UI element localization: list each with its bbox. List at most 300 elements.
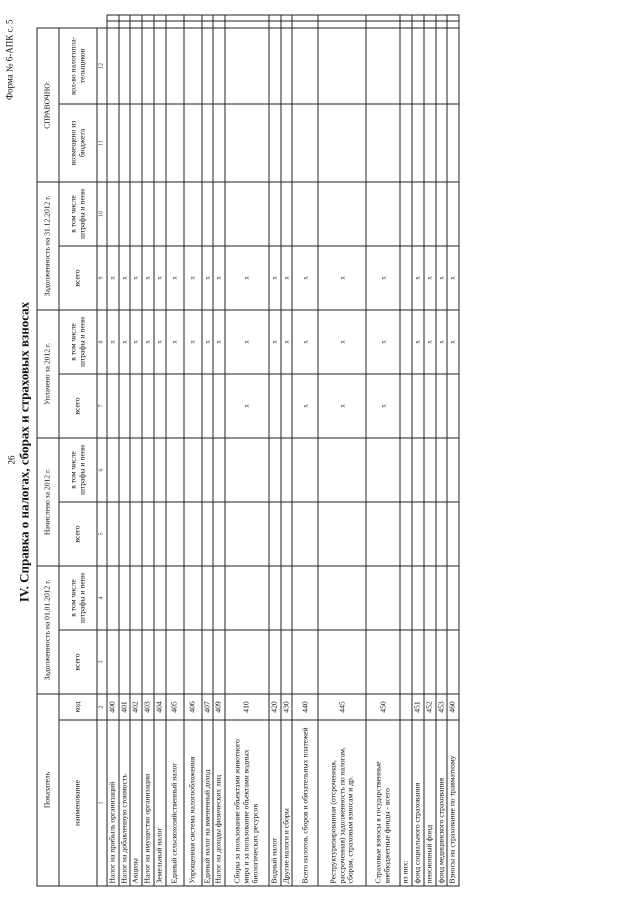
table-cell	[183, 502, 201, 566]
table-row	[435, 15, 447, 886]
table-cell	[118, 104, 130, 182]
table-cell	[213, 438, 225, 502]
table-cell	[165, 630, 183, 694]
table-cell	[435, 182, 447, 246]
row-name: Сборы за пользование объектами животного мира и за пользование объектами водных биологических ресурсов	[225, 720, 269, 886]
table-cell	[153, 566, 165, 630]
row-code: 445	[318, 694, 366, 720]
table-cell	[130, 104, 142, 182]
table-cell	[213, 104, 225, 182]
table-cell	[142, 566, 154, 630]
table-cell	[153, 438, 165, 502]
table-cell: x	[318, 374, 366, 438]
table-cell	[165, 438, 183, 502]
row-name: Единый налог на вмененный доход	[201, 720, 213, 886]
table-cell: x	[292, 374, 318, 438]
table-cell	[400, 566, 412, 630]
table-cell	[153, 502, 165, 566]
table-cell	[447, 28, 459, 104]
table-cell	[183, 21, 201, 27]
row-name: Налог на добавленную стоимость	[118, 720, 130, 886]
row-code: 440	[292, 694, 318, 720]
row-name: Другие налоги и сборы	[280, 720, 292, 886]
table-cell	[318, 104, 366, 182]
table-cell: x	[165, 246, 183, 310]
table-cell	[213, 182, 225, 246]
table-cell	[400, 438, 412, 502]
table-cell	[213, 502, 225, 566]
table-cell	[213, 630, 225, 694]
table-cell	[142, 630, 154, 694]
row-code: 405	[165, 694, 183, 720]
row-code: 453	[435, 694, 447, 720]
table-cell	[142, 438, 154, 502]
table-cell	[447, 374, 459, 438]
table-cell	[412, 630, 424, 694]
table-cell: x	[107, 310, 119, 374]
column-number: 1	[97, 720, 107, 886]
table-cell	[292, 566, 318, 630]
table-cell	[318, 15, 366, 21]
table-cell: x	[447, 310, 459, 374]
table-cell	[366, 28, 400, 104]
header-debt-start: Задолженность на 01.01.2012 г.	[37, 566, 59, 694]
table-cell	[130, 374, 142, 438]
table-cell	[280, 104, 292, 182]
row-code: 420	[269, 694, 281, 720]
table-cell	[213, 566, 225, 630]
row-code: 409	[213, 694, 225, 720]
table-row	[269, 15, 281, 886]
table-cell: x	[201, 246, 213, 310]
row-code: 451	[412, 694, 424, 720]
table-cell: x	[213, 310, 225, 374]
table-cell	[201, 374, 213, 438]
table-cell	[165, 502, 183, 566]
table-cell	[280, 438, 292, 502]
header-paid: Уплачено за 2012 г.	[37, 310, 59, 438]
header-incl-fines: в том числе штрафы и пени	[59, 566, 97, 630]
table-cell	[366, 566, 400, 630]
table-cell	[107, 438, 119, 502]
column-number: 10	[97, 182, 107, 246]
table-cell	[447, 502, 459, 566]
table-row	[292, 15, 318, 886]
table-cell: x	[412, 310, 424, 374]
table-cell	[269, 630, 281, 694]
table-cell	[118, 630, 130, 694]
table-cell: x	[225, 246, 269, 310]
table-cell	[400, 21, 412, 27]
table-cell	[225, 182, 269, 246]
table-cell	[412, 28, 424, 104]
table-cell: x	[423, 246, 435, 310]
table-cell: x	[366, 246, 400, 310]
table-cell	[153, 182, 165, 246]
row-name: из них:	[400, 720, 412, 886]
table-cell	[292, 182, 318, 246]
table-cell	[269, 566, 281, 630]
table-cell	[447, 21, 459, 27]
table-row	[280, 15, 292, 886]
table-cell	[118, 15, 130, 21]
header-total: всего	[59, 374, 97, 438]
table-row	[142, 15, 154, 886]
page-number: 26	[6, 455, 16, 465]
table-cell	[280, 21, 292, 27]
table-cell	[447, 630, 459, 694]
table-cell	[183, 104, 201, 182]
table-cell	[165, 15, 183, 21]
column-number: 2	[97, 694, 107, 720]
table-cell	[423, 21, 435, 27]
table-cell	[292, 438, 318, 502]
row-name: Единый сельскохозяйственный налог	[165, 720, 183, 886]
table-cell: x	[225, 374, 269, 438]
row-name: Взносы на страхование по травматизму	[447, 720, 459, 886]
row-code: 400	[107, 694, 119, 720]
table-cell	[269, 104, 281, 182]
table-cell	[183, 438, 201, 502]
table-cell	[142, 182, 154, 246]
table-cell: x	[130, 310, 142, 374]
table-row	[130, 15, 142, 886]
table-cell: x	[183, 246, 201, 310]
table-cell	[130, 438, 142, 502]
row-code: 404	[153, 694, 165, 720]
table-cell	[280, 630, 292, 694]
table-cell	[400, 630, 412, 694]
table-cell	[107, 374, 119, 438]
table-cell	[118, 502, 130, 566]
header-total: всего	[59, 246, 97, 310]
table-row	[118, 15, 130, 886]
row-name: фонд медицинского страхования	[435, 720, 447, 886]
table-cell	[435, 28, 447, 104]
table-cell	[201, 438, 213, 502]
row-code: 452	[423, 694, 435, 720]
table-cell	[153, 104, 165, 182]
table-cell	[435, 566, 447, 630]
table-cell	[153, 28, 165, 104]
table-row	[400, 15, 412, 886]
header-name: наименование	[59, 720, 97, 886]
row-name: Земельный налог	[153, 720, 165, 886]
table-row	[412, 15, 424, 886]
table-cell: x	[366, 374, 400, 438]
table-cell	[400, 15, 412, 21]
table-cell	[153, 21, 165, 27]
row-name: фонд социального страхования	[412, 720, 424, 886]
table-cell	[412, 15, 424, 21]
table-row	[213, 15, 225, 886]
table-cell	[201, 15, 213, 21]
table-cell	[423, 182, 435, 246]
table-cell	[435, 21, 447, 27]
table-cell	[142, 28, 154, 104]
table-cell	[201, 104, 213, 182]
column-number: 3	[97, 630, 107, 694]
table-row	[107, 15, 119, 886]
table-cell	[165, 374, 183, 438]
table-cell	[280, 15, 292, 21]
table-cell	[142, 104, 154, 182]
header-code: код	[59, 694, 97, 720]
table-cell: x	[225, 310, 269, 374]
table-cell	[366, 502, 400, 566]
table-cell	[447, 15, 459, 21]
table-cell	[318, 502, 366, 566]
table-cell: x	[423, 310, 435, 374]
row-name: Налог на доходы физических лиц	[213, 720, 225, 886]
table-cell	[183, 630, 201, 694]
table-cell	[183, 374, 201, 438]
tax-table	[36, 15, 459, 887]
table-cell	[400, 310, 412, 374]
table-cell	[447, 104, 459, 182]
table-cell	[423, 566, 435, 630]
table-cell	[213, 374, 225, 438]
table-cell	[292, 21, 318, 27]
table-cell	[213, 15, 225, 21]
table-cell	[225, 21, 269, 27]
table-cell	[118, 28, 130, 104]
column-number: 8	[97, 310, 107, 374]
table-cell: x	[280, 246, 292, 310]
table-row	[366, 15, 400, 886]
table-cell	[269, 21, 281, 27]
header-total: всего	[59, 630, 97, 694]
table-cell	[400, 374, 412, 438]
table-cell	[366, 438, 400, 502]
table-cell	[225, 438, 269, 502]
header-accrued: Начислено за 2012 г.	[37, 438, 59, 566]
table-row	[201, 15, 213, 886]
table-cell	[183, 28, 201, 104]
table-cell	[292, 15, 318, 21]
table-row	[153, 15, 165, 886]
row-code: 403	[142, 694, 154, 720]
table-cell	[165, 21, 183, 27]
table-cell	[165, 28, 183, 104]
row-code: 407	[201, 694, 213, 720]
table-cell	[107, 28, 119, 104]
table-cell	[435, 374, 447, 438]
table-cell: x	[447, 246, 459, 310]
table-cell	[435, 502, 447, 566]
table-cell: x	[153, 246, 165, 310]
table-cell: x	[280, 310, 292, 374]
table-cell	[130, 28, 142, 104]
table-cell	[423, 374, 435, 438]
table-cell	[201, 28, 213, 104]
table-cell	[201, 566, 213, 630]
table-cell	[130, 182, 142, 246]
table-cell	[412, 104, 424, 182]
table-cell	[400, 502, 412, 566]
row-name: Акцизы	[130, 720, 142, 886]
table-cell	[423, 104, 435, 182]
table-cell	[423, 15, 435, 21]
table-cell	[292, 502, 318, 566]
table-cell	[435, 630, 447, 694]
table-cell	[183, 566, 201, 630]
table-cell	[366, 104, 400, 182]
table-cell	[269, 28, 281, 104]
table-cell	[366, 15, 400, 21]
table-cell	[225, 502, 269, 566]
table-cell: x	[153, 310, 165, 374]
table-cell	[130, 502, 142, 566]
table-cell	[318, 182, 366, 246]
table-cell	[165, 182, 183, 246]
table-cell	[423, 502, 435, 566]
table-cell: x	[292, 246, 318, 310]
table-cell	[225, 630, 269, 694]
table-cell	[280, 374, 292, 438]
table-cell	[366, 21, 400, 27]
header-refund: возмещено из бюджета	[59, 104, 97, 182]
header-indicator: Показатель	[37, 694, 59, 886]
table-cell: x	[318, 246, 366, 310]
table-cell	[130, 630, 142, 694]
row-code: 402	[130, 694, 142, 720]
table-cell: x	[269, 246, 281, 310]
table-cell	[107, 502, 119, 566]
table-cell	[107, 104, 119, 182]
table-cell: x	[435, 246, 447, 310]
table-cell	[412, 566, 424, 630]
row-code: 401	[118, 694, 130, 720]
table-cell: x	[183, 310, 201, 374]
table-cell	[107, 21, 119, 27]
table-cell	[269, 438, 281, 502]
table-cell	[213, 28, 225, 104]
row-name: Налог на имущество организации	[142, 720, 154, 886]
column-number: 6	[97, 438, 107, 502]
table-cell	[318, 28, 366, 104]
table-cell: x	[118, 310, 130, 374]
table-body	[107, 15, 459, 886]
form-reference: Форма № 6-АПК с. 5	[4, 19, 14, 100]
table-row	[423, 15, 435, 886]
table-cell: x	[213, 246, 225, 310]
table-cell	[400, 28, 412, 104]
row-name: Налог на прибыль организаций	[107, 720, 119, 886]
table-cell	[447, 182, 459, 246]
column-number: 5	[97, 502, 107, 566]
table-cell	[366, 630, 400, 694]
header-incl-fines: в том числе штрафы и пени	[59, 310, 97, 374]
table-cell	[153, 15, 165, 21]
table-cell: x	[201, 310, 213, 374]
header-incl-fines: в том числе штрафы и пени	[59, 438, 97, 502]
table-cell	[292, 104, 318, 182]
table-cell	[183, 182, 201, 246]
table-cell	[183, 15, 201, 21]
table-cell	[107, 566, 119, 630]
table-cell	[165, 104, 183, 182]
table-cell	[142, 502, 154, 566]
row-name: Водный налог	[269, 720, 281, 886]
table-cell: x	[269, 310, 281, 374]
table-cell	[412, 374, 424, 438]
table-cell: x	[435, 310, 447, 374]
header-total: всего	[59, 502, 97, 566]
table-row	[318, 15, 366, 886]
table-cell: x	[165, 310, 183, 374]
table-cell	[412, 182, 424, 246]
header-debt-end: Задолженность на 31.12.2012 г.	[37, 182, 59, 310]
table-cell	[318, 630, 366, 694]
table-cell	[423, 438, 435, 502]
table-cell	[280, 28, 292, 104]
table-cell	[400, 104, 412, 182]
table-cell	[130, 15, 142, 21]
table-cell	[412, 502, 424, 566]
column-number: 4	[97, 566, 107, 630]
table-cell	[225, 28, 269, 104]
table-cell	[142, 21, 154, 27]
table-cell: x	[318, 310, 366, 374]
table-cell	[153, 630, 165, 694]
table-cell	[118, 438, 130, 502]
table-cell	[366, 182, 400, 246]
table-cell	[165, 566, 183, 630]
table-cell	[201, 182, 213, 246]
table-cell	[423, 28, 435, 104]
table-cell	[435, 104, 447, 182]
row-code: 410	[225, 694, 269, 720]
table-cell	[280, 502, 292, 566]
column-number: 9	[97, 246, 107, 310]
table-cell: x	[130, 246, 142, 310]
row-name: Всего налогов, сборов и обязательных платежей	[292, 720, 318, 886]
table-cell	[447, 566, 459, 630]
table-cell: x	[118, 246, 130, 310]
table-cell	[118, 21, 130, 27]
table-cell: x	[366, 310, 400, 374]
table-cell	[225, 104, 269, 182]
table-cell	[107, 15, 119, 21]
table-cell	[130, 566, 142, 630]
header-reference: СПРАВОЧНО:	[37, 28, 59, 182]
table-cell	[201, 630, 213, 694]
row-name: Упрощенная система налогообложения	[183, 720, 201, 886]
table-cell	[400, 246, 412, 310]
row-code	[400, 694, 412, 720]
table-cell	[269, 182, 281, 246]
table-cell	[269, 502, 281, 566]
table-cell	[318, 438, 366, 502]
table-cell	[107, 182, 119, 246]
table-cell	[107, 630, 119, 694]
table-cell	[142, 374, 154, 438]
table-cell	[118, 374, 130, 438]
table-cell	[118, 566, 130, 630]
table-cell	[118, 182, 130, 246]
row-code: 460	[447, 694, 459, 720]
table-cell	[447, 438, 459, 502]
table-cell	[423, 630, 435, 694]
table-cell: x	[412, 246, 424, 310]
table-row	[447, 15, 459, 886]
table-cell	[153, 374, 165, 438]
table-cell	[280, 566, 292, 630]
table-cell	[435, 438, 447, 502]
table-row	[165, 15, 183, 886]
row-name: Реструктуризированная (отсроченная, рассроченная) задолженность по налогам, сборам, страховым взносам и др.	[318, 720, 366, 886]
